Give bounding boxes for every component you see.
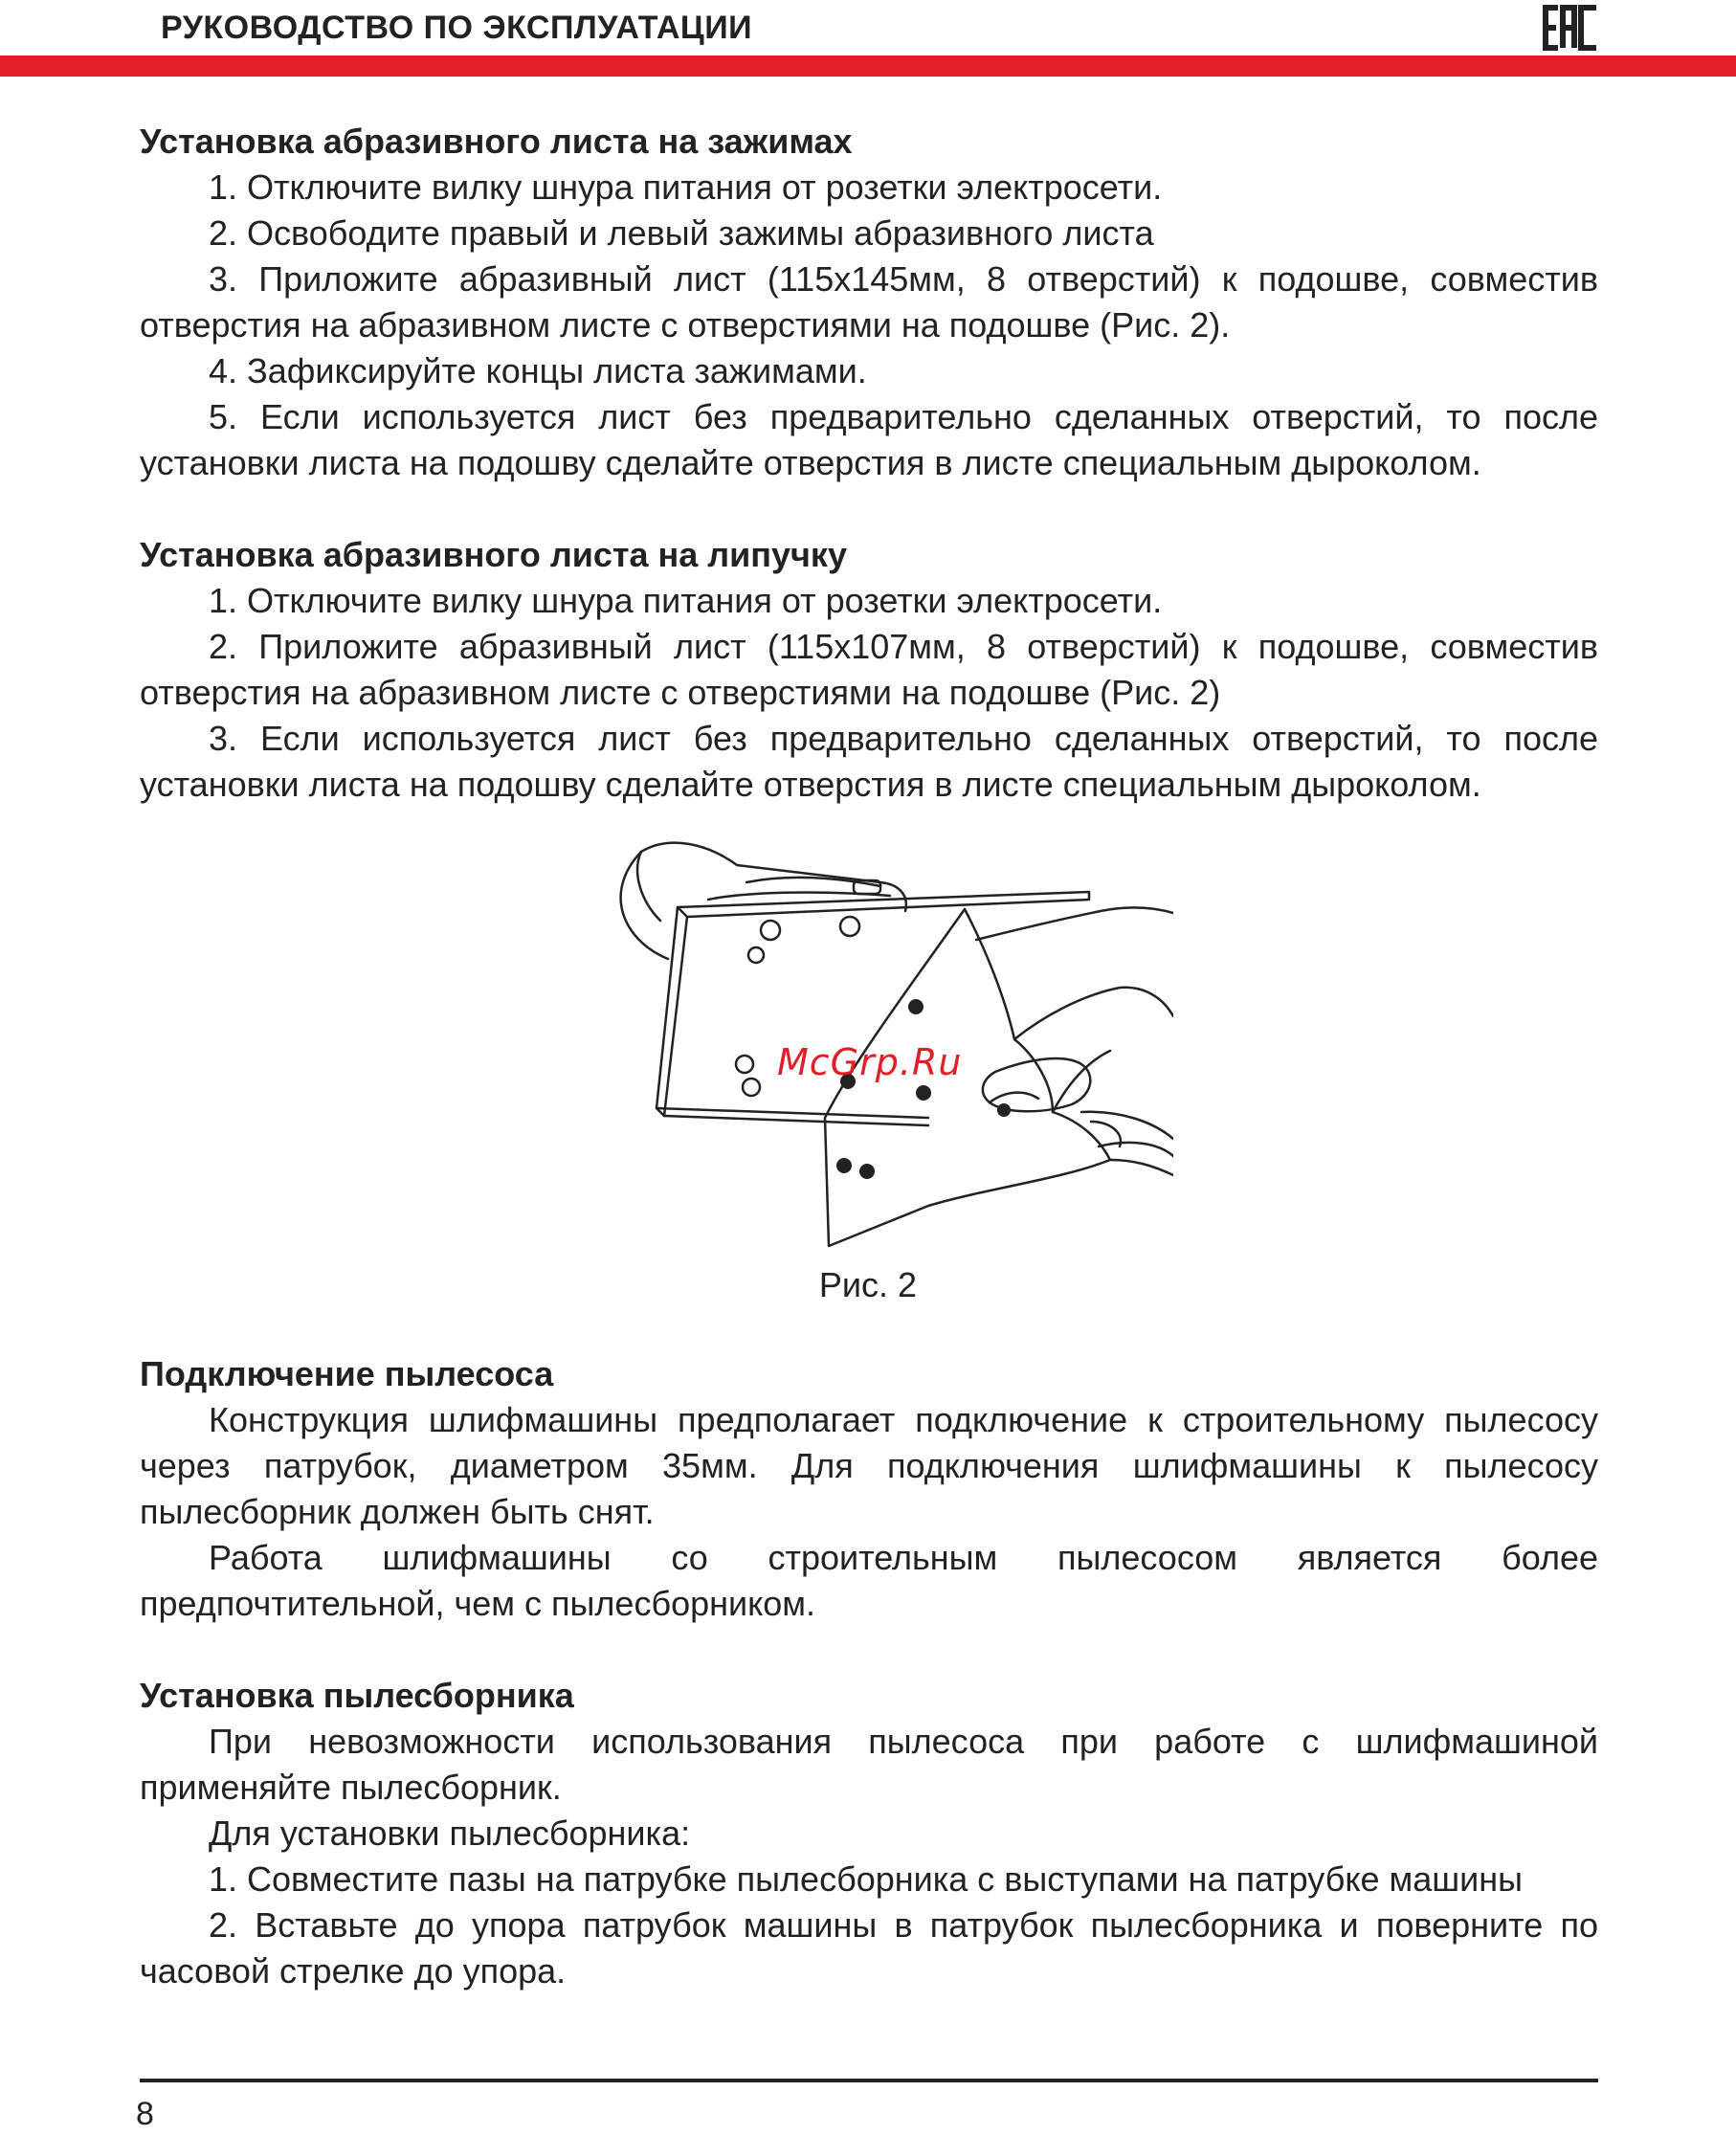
paragraph: 4. Зафиксируйте концы листа зажимами. — [209, 351, 867, 390]
paragraph: 1. Совместите пазы на патрубке пылесборника с выступами на патрубке машины — [209, 1859, 1524, 1899]
page-number: 8 — [136, 2096, 154, 2132]
header-accent-bar — [0, 56, 1736, 77]
figure-caption: Рис. 2 — [818, 1265, 918, 1304]
paragraph: 1. Отключите вилку шнура питания от розетки электросети. — [209, 167, 1163, 207]
paragraph: 1. Отключите вилку шнура питания от розетки электросети. — [209, 581, 1163, 620]
eac-certification-mark — [1543, 4, 1600, 52]
paragraph: Для установки пылесборника: — [209, 1813, 691, 1853]
section-vacuum-connect — [140, 1351, 1598, 1627]
section-heading: Подключение пылесоса — [140, 1354, 554, 1393]
section-heading: Установка абразивного листа на зажимах — [140, 122, 853, 161]
section-heading: Установка абразивного листа на липучку — [140, 535, 847, 574]
section-dustbag-install — [140, 1673, 1598, 1994]
paragraph: Работа шлифмашины со строительным пылесосом является более предпочтительной, чем с пылесборником. — [140, 1538, 1598, 1623]
paragraph: 5. Если используется лист без предварительно сделанных отверстий, то после установки листа на подошву сделайте отверстия в листе специальным дыроколом. — [140, 397, 1598, 482]
section-clamp-install — [140, 119, 1598, 486]
watermark: McGrp.Ru — [777, 1041, 963, 1083]
paragraph: При невозможности использования пылесоса при работе с шлифмашиной применяйте пылесборник. — [140, 1722, 1598, 1807]
paragraph: 3. Приложите абразивный лист (115х145мм, 8 отверстий) к подошве, совместив отверстия на абразивном листе с отверстиями на подошве (Рис. 2). — [140, 259, 1598, 345]
paragraph: Конструкция шлифмашины предполагает подключение к строительному пылесосу через патрубок, диаметром 35мм. Для подключения шлифмашины к пылесосу пылесборник должен быть снят. — [140, 1400, 1598, 1531]
footer-divider — [140, 2079, 1598, 2082]
section-heading: Установка пылесборника — [140, 1676, 574, 1715]
paragraph: 3. Если используется лист без предварительно сделанных отверстий, то после установки листа на подошву сделайте отверстия в листе специальным дыроколом. — [140, 719, 1598, 804]
document-header-title: РУКОВОДСТВО ПО ЭКСПЛУАТАЦИИ — [161, 10, 753, 46]
paragraph: 2. Вставьте до упора патрубок машины в патрубок пылесборника и поверните по часовой стрелке до упора. — [140, 1905, 1598, 1991]
paragraph: 2. Освободите правый и левый зажимы абразивного листа — [209, 213, 1154, 253]
paragraph: 2. Приложите абразивный лист (115х107мм, 8 отверстий) к подошве, совместив отверстия на абразивном листе с отверстиями на подошве (Рис. 2) — [140, 627, 1598, 712]
section-velcro-install — [140, 532, 1598, 808]
